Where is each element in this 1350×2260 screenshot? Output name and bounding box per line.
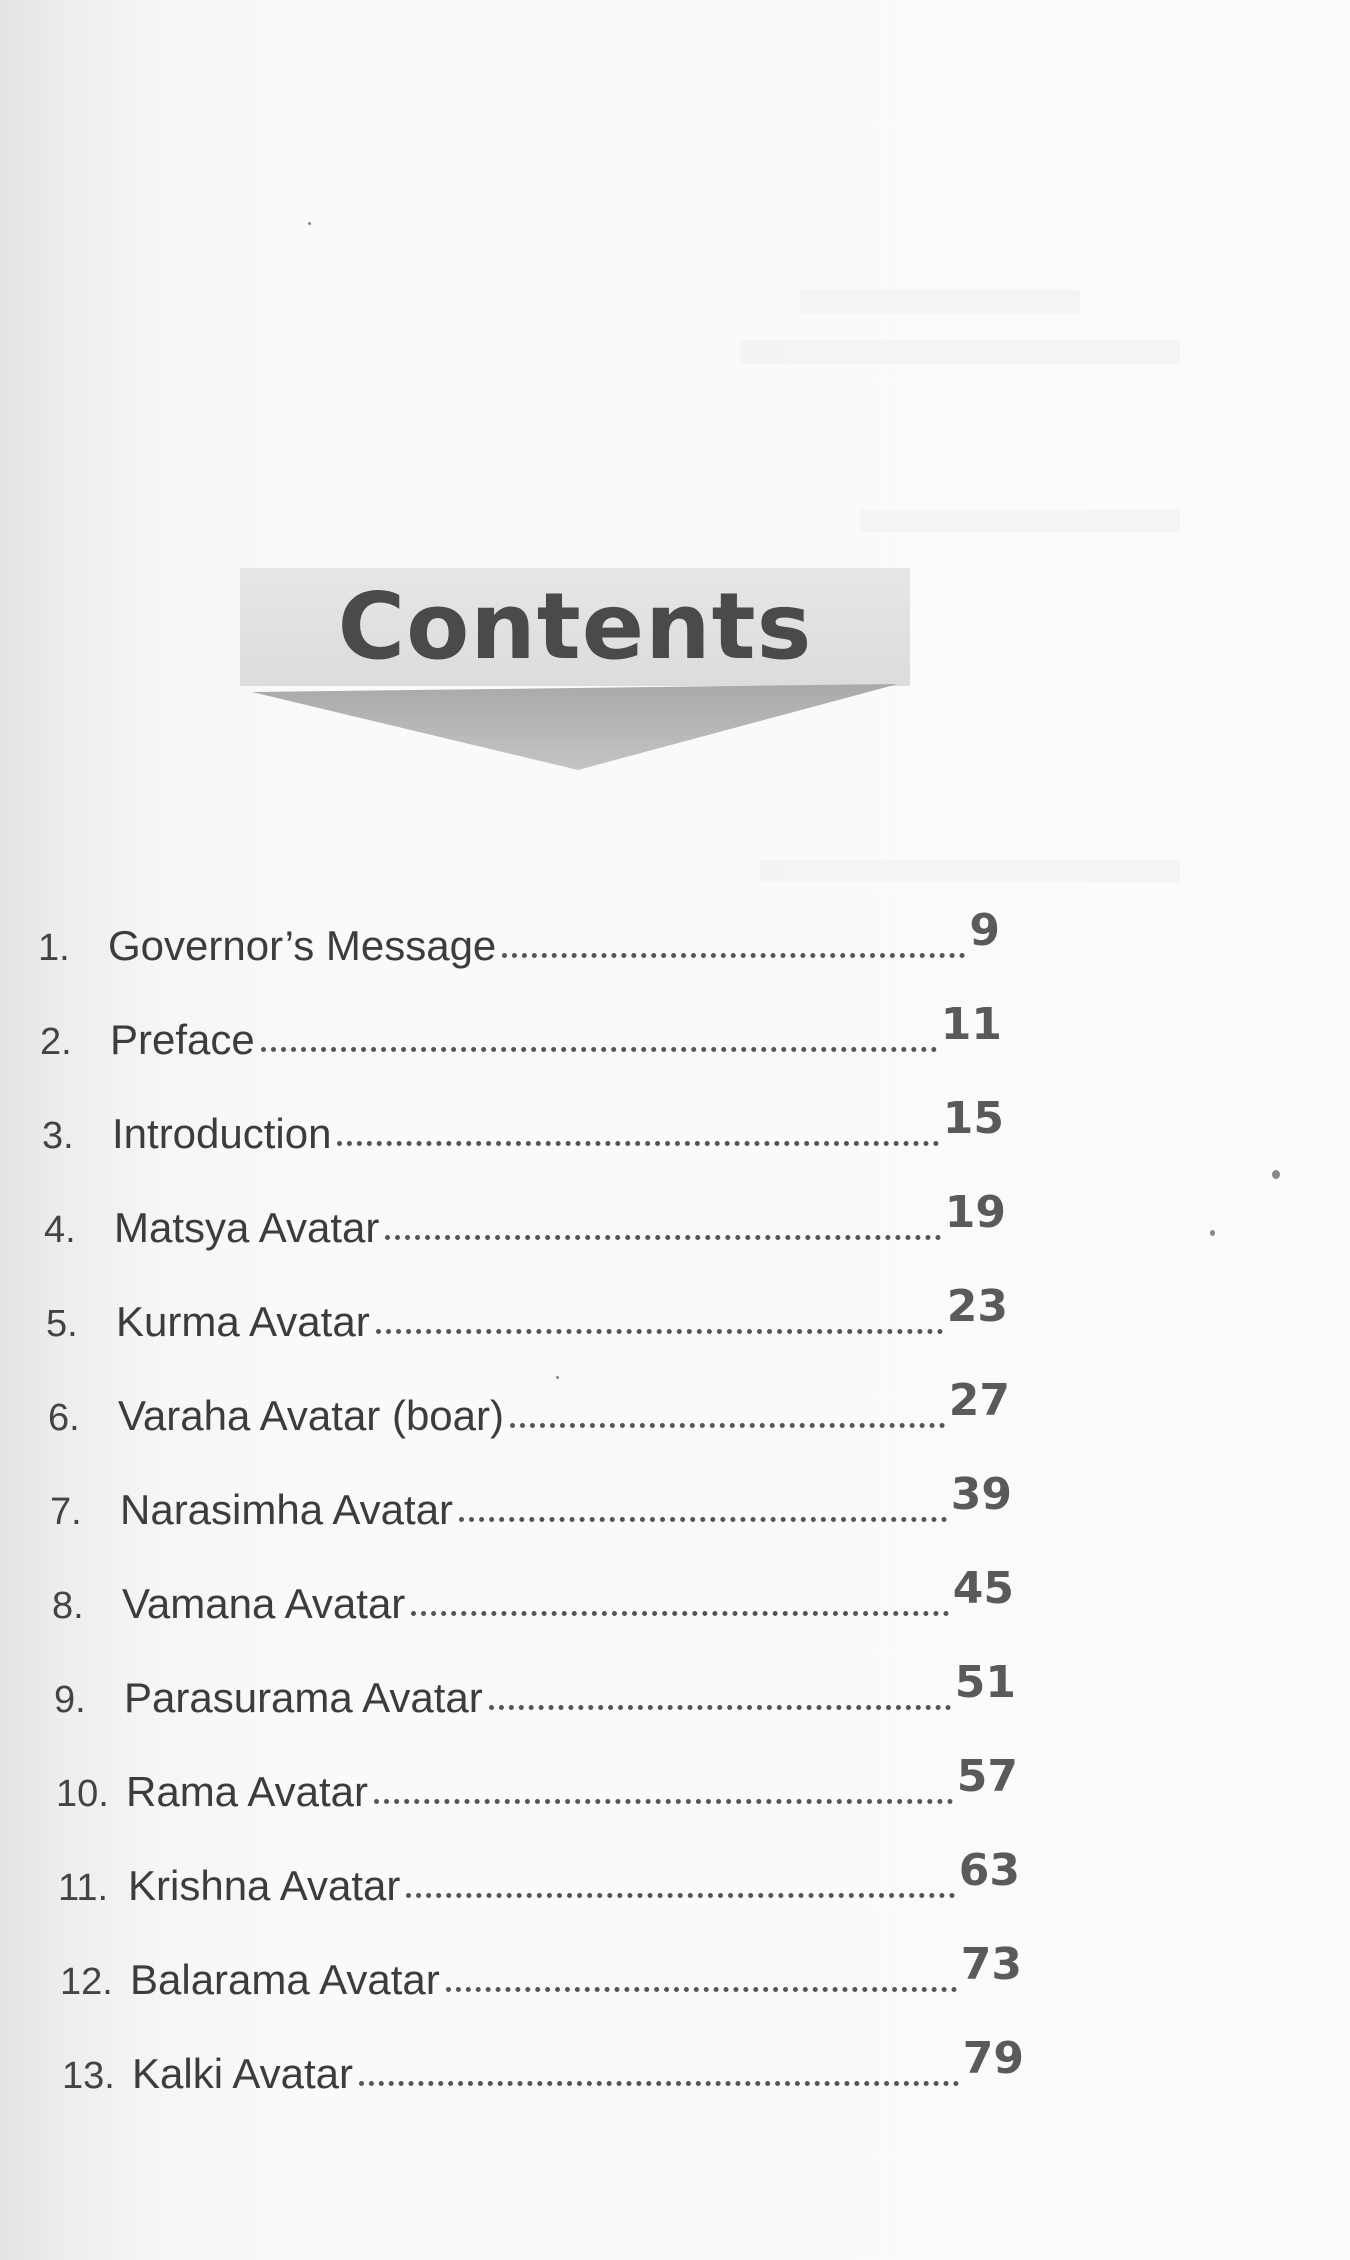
dot-leader (446, 1987, 957, 1992)
toc-entry-page-number: 45 (952, 1563, 1014, 1614)
toc-entry-number: 8. (52, 1585, 84, 1627)
dot-leader (489, 1705, 951, 1710)
toc-entry-number: 1. (38, 927, 70, 969)
toc-entry-title: Narasimha Avatar (120, 1486, 454, 1533)
toc-entry-title: Parasurama Avatar (124, 1674, 483, 1721)
toc-entry-number: 7. (50, 1491, 82, 1533)
toc-entry-title: Kalki Avatar (132, 2050, 354, 2097)
toc-entry-number: 11. (58, 1867, 109, 1909)
paper-speck (1210, 1230, 1215, 1236)
dot-leader (510, 1423, 945, 1428)
toc-entry (42, 1093, 1004, 1158)
toc-entry-page-number: 79 (962, 2033, 1024, 2084)
toc-entry-page-number: 39 (950, 1469, 1012, 1520)
toc-entry-page-number: 15 (942, 1093, 1004, 1144)
toc-entry (44, 1187, 1006, 1252)
toc-entry-title: Balarama Avatar (130, 1956, 440, 2003)
toc-entry-page-number: 57 (956, 1751, 1018, 1802)
dot-leader (502, 953, 965, 958)
page-title: Contents (337, 573, 813, 680)
toc-entry (40, 999, 1002, 1064)
toc-entry-page-number: 19 (944, 1187, 1006, 1238)
toc-entry-title: Varaha Avatar (boar) (118, 1392, 504, 1439)
toc-entry-number: 13. (62, 2055, 115, 2097)
toc-entry-title: Introduction (112, 1110, 332, 1157)
toc-entry-number: 9. (54, 1679, 86, 1721)
toc-entry (52, 1563, 1014, 1628)
paper-speck (308, 222, 311, 225)
dot-leader (376, 1329, 943, 1334)
toc-entry-number: 6. (48, 1397, 80, 1439)
dot-leader (374, 1799, 953, 1804)
paper-speck (1272, 1170, 1280, 1179)
toc-entry-title: Rama Avatar (126, 1768, 369, 1815)
toc-entry-page-number: 27 (948, 1375, 1010, 1426)
dot-leader (459, 1517, 947, 1522)
toc-entry (60, 1939, 1022, 2004)
toc-entry-page-number: 23 (946, 1281, 1008, 1332)
toc-entry-title: Governor’s Message (108, 922, 497, 969)
toc-entry-title: Vamana Avatar (122, 1580, 406, 1627)
dot-leader (385, 1235, 940, 1240)
toc-entry-page-number: 11 (940, 999, 1002, 1050)
paper-speck (556, 1376, 559, 1379)
toc-entry-page-number: 73 (960, 1939, 1022, 1990)
toc-entry-number: 2. (40, 1021, 72, 1063)
toc-entry (38, 905, 1000, 970)
toc-entry-number: 5. (46, 1303, 78, 1345)
toc-entry-number: 12. (60, 1961, 113, 2003)
toc-entry (62, 2033, 1024, 2098)
toc-entry-title: Kurma Avatar (116, 1298, 370, 1345)
dot-leader (411, 1611, 948, 1616)
dot-leader (261, 1047, 937, 1052)
toc-entry (56, 1751, 1018, 1816)
dot-leader (406, 1893, 954, 1898)
dot-leader (337, 1141, 938, 1146)
toc-entry-page-number: 63 (958, 1845, 1020, 1896)
toc-entry-title: Matsya Avatar (114, 1204, 380, 1251)
toc-entry (46, 1281, 1008, 1346)
toc-entry-page-number: 51 (954, 1657, 1016, 1708)
toc-entry-number: 4. (44, 1209, 76, 1251)
toc-entry-number: 3. (42, 1115, 74, 1157)
toc-entry (58, 1845, 1020, 1910)
toc-entry-title: Krishna Avatar (128, 1862, 401, 1909)
toc-entry-page-number: 9 (969, 905, 1000, 956)
toc-entry (48, 1375, 1010, 1440)
toc-entry-title: Preface (110, 1016, 255, 1063)
dot-leader (359, 2081, 959, 2086)
toc-entry (50, 1469, 1012, 1534)
toc-entry (54, 1657, 1016, 1722)
toc-entry-number: 10. (56, 1773, 109, 1815)
